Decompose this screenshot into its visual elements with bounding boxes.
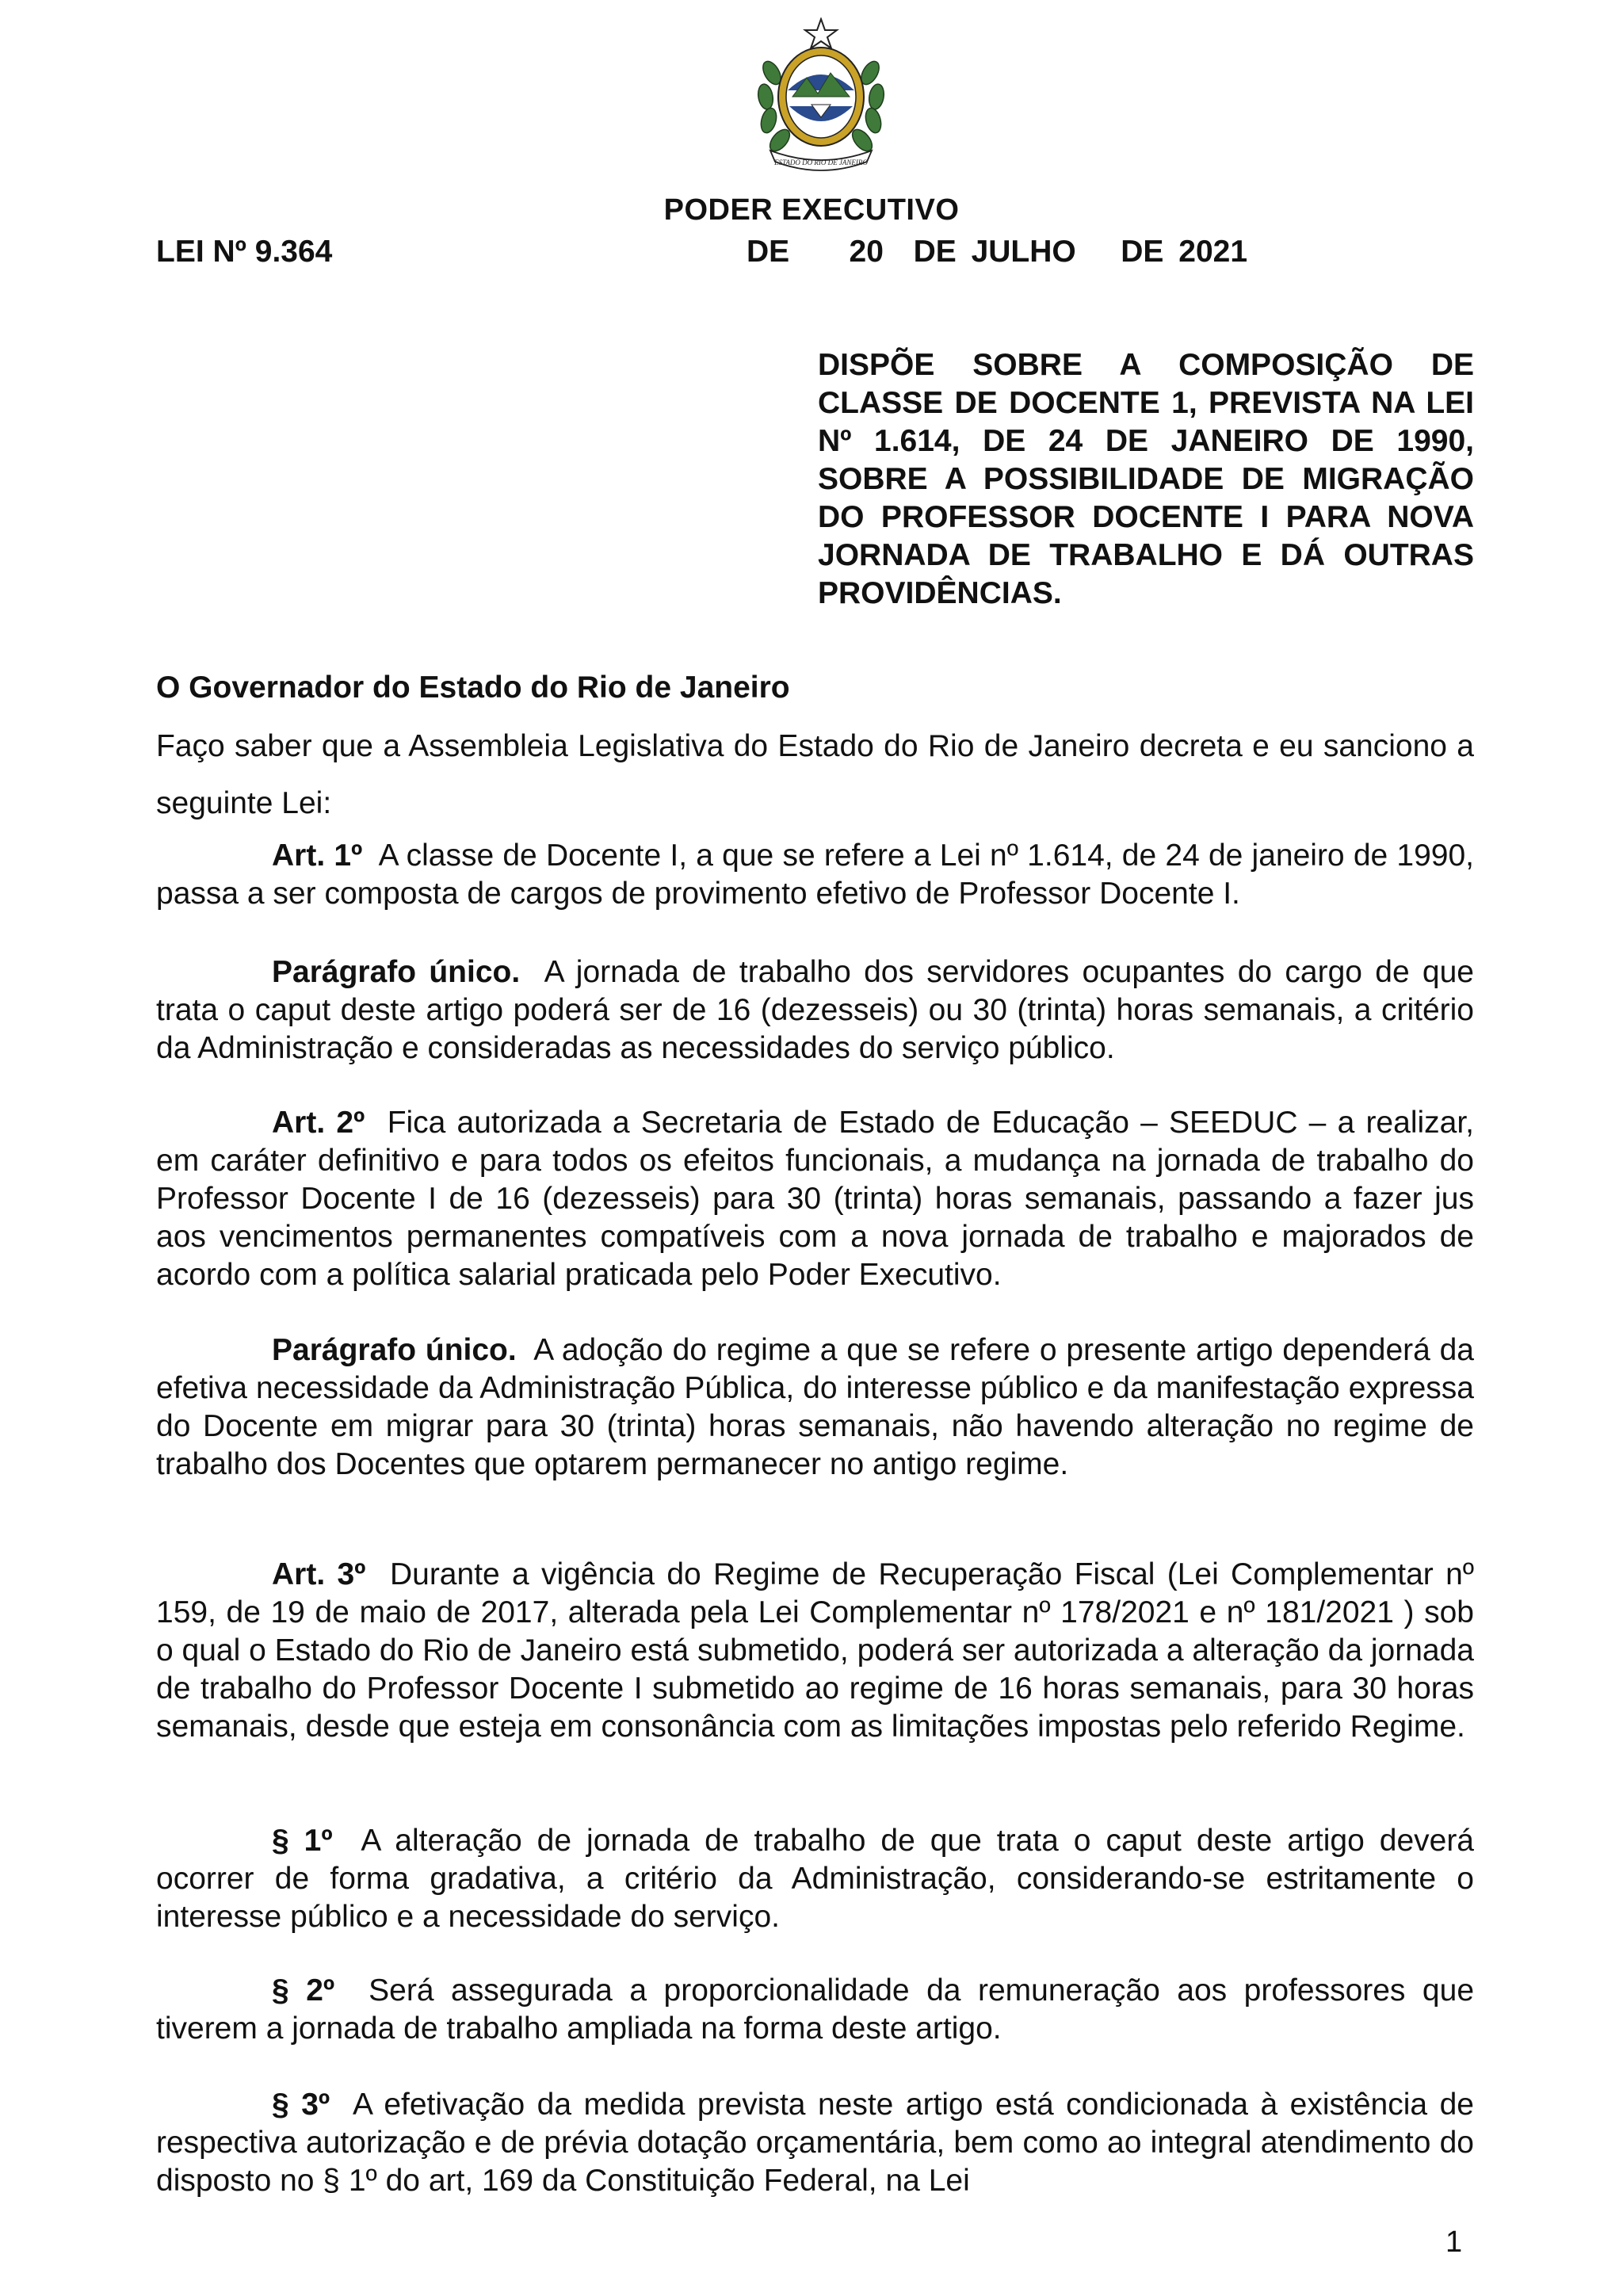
article-2 [156, 1104, 1474, 1294]
article-3-label: Art. 3º [272, 1557, 366, 1591]
page-number: 1 [1445, 2225, 1463, 2259]
article-1-text: A classe de Docente I, a que se refere a Lei nº 1.614, de 24 de janeiro de 1990, passa a ser composta de cargos de provimento efetivo de Professor Docente I. [156, 839, 1474, 911]
article-2-sole-paragraph-text: A adoção do regime a que se refere o presente artigo dependerá da efetiva necessidade da Administração Pública, do interesse público e da manifestação expressa do Docente em migrar para 30 (trinta) horas semanais, não havendo alteração no regime de trabalho dos Docentes que optarem permanecer no antigo regime. [156, 1333, 1474, 1481]
article-2-sole-paragraph [156, 1331, 1474, 1484]
law-summary-ementa: DISPÕE SOBRE A COMPOSIÇÃO DE CLASSE DE DOCENTE 1, PREVISTA NA LEI Nº 1.614, DE 24 DE JANEIRO DE 1990, SOBRE A POSSIBILIDADE DE MIGRAÇÃO DO PROFESSOR DOCENTE I PARA NOVA JORNADA DE TRABALHO E DÁ OUTRAS PROVIDÊNCIAS. [818, 348, 1474, 610]
governor-line: O Governador do Estado do Rio de Janeiro [156, 670, 790, 705]
article-3-paragraph-2 [156, 1972, 1474, 2048]
header-title: PODER EXECUTIVO [663, 193, 960, 227]
article-1 [156, 837, 1474, 913]
article-2-sole-paragraph-label: Parágrafo único. [272, 1333, 517, 1367]
law-date: DE 20 DE JULHO DE 2021 [747, 235, 1248, 269]
article-2-text: Fica autorizada a Secretaria de Estado de Educação – SEEDUC – a realizar, em caráter definitivo e para todos os efeitos funcionais, a mudança na jornada de trabalho do Professor Docente I de 16 (dezesseis) para 30 (trinta) horas semanais, passando a fazer jus aos vencimentos permanentes compatíveis com a nova jornada de trabalho e majorados de acordo com a política salarial praticada pelo Poder Executivo. [156, 1106, 1475, 1292]
article-3-paragraph-2-label: § 2º [272, 1973, 335, 2008]
article-3-paragraph-1-text: A alteração de jornada de trabalho de que trata o caput deste artigo deverá ocorrer de forma gradativa, a critério da Administração, considerando-se estritamente o interesse público e a necessidade do serviço. [156, 1824, 1474, 1934]
article-2-label: Art. 2º [272, 1106, 365, 1140]
law-number: LEI Nº 9.364 [156, 235, 333, 269]
article-3-paragraph-1-label: § 1º [272, 1824, 333, 1858]
enactment-clause: Faço saber que a Assembleia Legislativa do Estado do Rio de Janeiro decreta e eu sanciono a seguinte Lei: [156, 729, 1474, 820]
crest-caption: ESTADO DO RIO DE JANEIRO [774, 159, 868, 166]
article-3-paragraph-3-text: A efetivação da medida prevista neste artigo está condicionada à existência de respectiva autorização e de prévia dotação orçamentária, bem como ao integral atendimento do disposto no § 1º do art, 169 da Constituição Federal, na Lei [156, 2088, 1474, 2198]
article-3 [156, 1556, 1474, 1746]
article-3-paragraph-3 [156, 2086, 1474, 2200]
article-3-paragraph-1 [156, 1822, 1474, 1936]
article-1-label: Art. 1º [272, 839, 363, 873]
article-3-text: Durante a vigência do Regime de Recuperação Fiscal (Lei Complementar nº 159, de 19 de maio de 2017, alterada pela Lei Complementar nº 178/2021 e nº 181/2021 ) sob o qual o Estado do Rio de Janeiro está submetido, poderá ser autorizada a alteração da jornada de trabalho do Professor Docente I submetido ao regime de 16 horas semanais, para 30 horas semanais, desde que esteja em consonância com as limitações impostas pelo referido Regime. [156, 1557, 1475, 1744]
article-3-paragraph-3-label: § 3º [272, 2088, 330, 2122]
article-1-sole-paragraph [156, 953, 1474, 1068]
article-3-paragraph-2-text: Será assegurada a proporcionalidade da remuneração aos professores que tiverem a jornada de trabalho ampliada na forma deste artigo. [156, 1973, 1475, 2046]
state-coat-of-arms-icon [748, 17, 894, 174]
article-1-sole-paragraph-label: Parágrafo único. [272, 955, 521, 989]
article-1-sole-paragraph-text: A jornada de trabalho dos servidores ocupantes do cargo de que trata o caput deste artigo poderá ser de 16 (dezesseis) ou 30 (trinta) horas semanais, a critério da Administração e consideradas as necessidades do serviço público. [156, 955, 1474, 1065]
